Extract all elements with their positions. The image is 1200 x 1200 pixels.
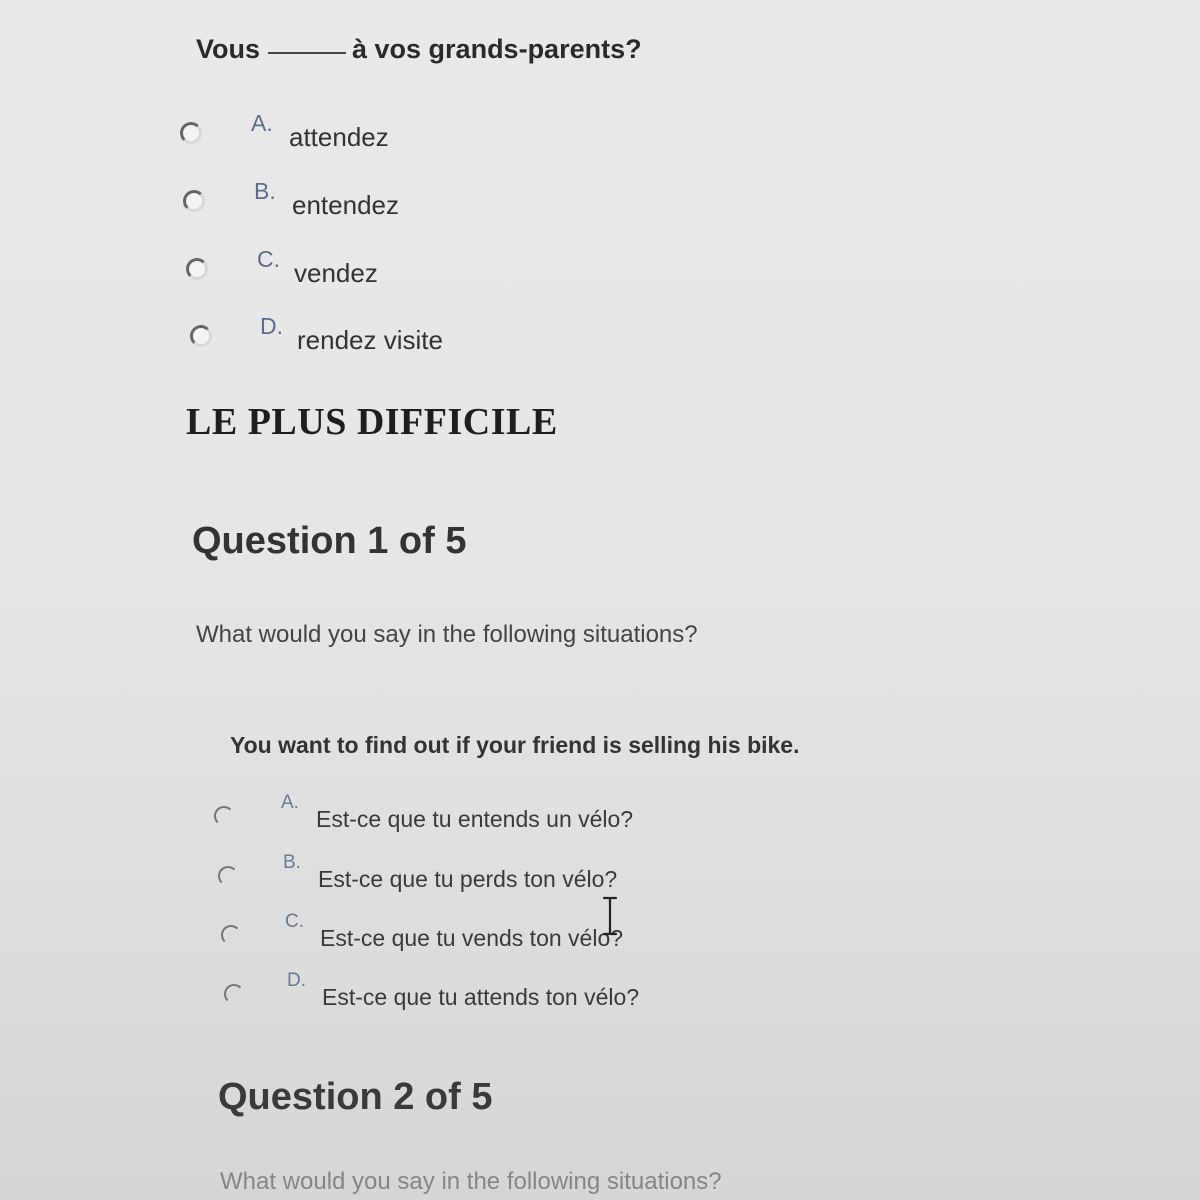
option-text: Est-ce que tu entends un vélo? bbox=[316, 806, 634, 832]
question-1-title: Question 1 of 5 bbox=[192, 520, 467, 562]
question-1-situation: You want to find out if your friend is selling his bike. bbox=[230, 732, 800, 758]
option-d[interactable] bbox=[190, 313, 490, 357]
option-text: entendez bbox=[292, 190, 399, 220]
question-2-title: Question 2 of 5 bbox=[218, 1076, 493, 1118]
option-text: vendez bbox=[294, 258, 378, 288]
answer-blank bbox=[268, 52, 346, 54]
option-letter: D. bbox=[287, 970, 306, 991]
question-2-instruction: What would you say in the following situations? bbox=[220, 1168, 722, 1195]
option-text: Est-ce que tu attends ton vélo? bbox=[322, 984, 640, 1010]
q1-option-a[interactable] bbox=[214, 792, 694, 836]
radio-button-icon[interactable] bbox=[224, 984, 244, 1004]
radio-button-icon[interactable] bbox=[221, 925, 241, 945]
option-b[interactable] bbox=[183, 178, 443, 222]
radio-button-icon[interactable] bbox=[183, 190, 205, 212]
radio-button-icon[interactable] bbox=[214, 806, 234, 826]
option-text: Est-ce que tu vends ton vélo? bbox=[320, 925, 624, 951]
text-cursor-icon bbox=[602, 896, 618, 936]
option-letter: D. bbox=[260, 313, 283, 339]
option-c[interactable] bbox=[186, 246, 446, 290]
q1-option-c[interactable] bbox=[221, 911, 701, 955]
q1-option-d[interactable] bbox=[224, 970, 704, 1014]
option-letter: C. bbox=[285, 911, 304, 932]
question-prompt bbox=[196, 34, 642, 65]
option-text: Est-ce que tu perds ton vélo? bbox=[318, 866, 618, 892]
option-letter: B. bbox=[254, 178, 276, 204]
prompt-prefix: Vous bbox=[196, 34, 261, 64]
option-a[interactable] bbox=[180, 110, 440, 154]
q1-option-b[interactable] bbox=[218, 852, 698, 896]
option-text: attendez bbox=[289, 122, 389, 152]
option-letter: A. bbox=[251, 110, 273, 136]
option-letter: A. bbox=[281, 792, 299, 813]
option-letter: C. bbox=[257, 246, 280, 272]
question-1-instruction: What would you say in the following situations? bbox=[196, 621, 698, 648]
section-heading: LE PLUS DIFFICILE bbox=[186, 401, 558, 443]
option-letter: B. bbox=[283, 852, 301, 873]
option-text: rendez visite bbox=[297, 325, 443, 355]
prompt-suffix: à vos grands-parents? bbox=[352, 34, 642, 64]
radio-button-icon[interactable] bbox=[180, 122, 202, 144]
radio-button-icon[interactable] bbox=[190, 325, 212, 347]
radio-button-icon[interactable] bbox=[186, 258, 208, 280]
radio-button-icon[interactable] bbox=[218, 866, 238, 886]
